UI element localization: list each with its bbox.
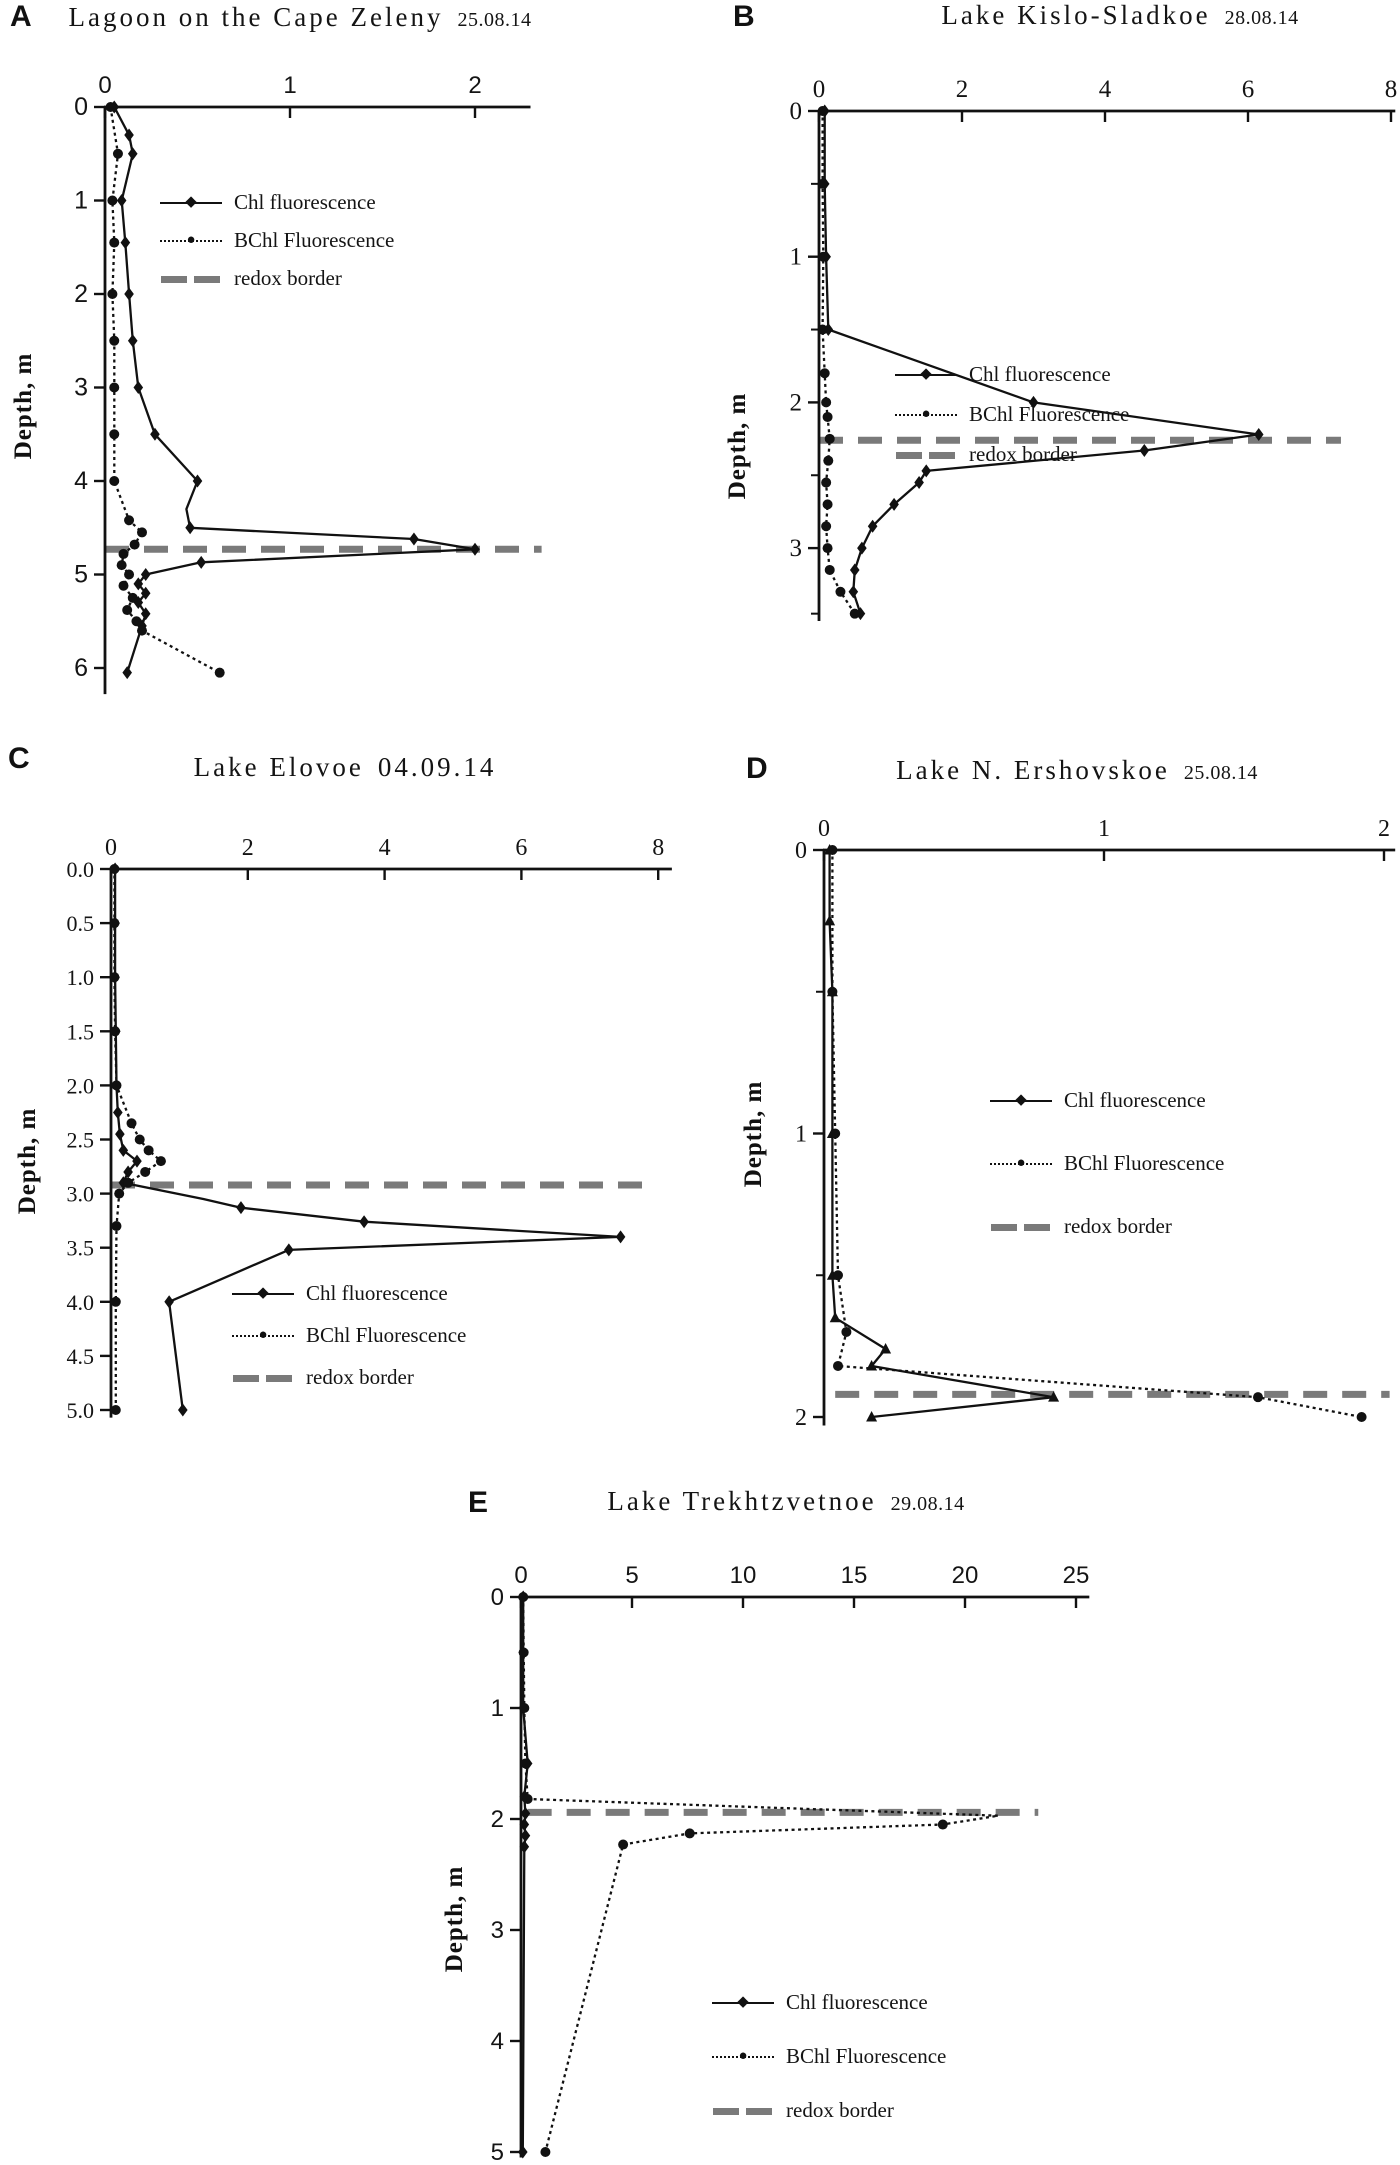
legend-panel-b (895, 362, 1129, 482)
bchl-data-marker-D (841, 1327, 851, 1337)
depth-tick-label-A: 5 (74, 560, 88, 589)
legend-label-redox: redox border (786, 2098, 894, 2122)
bchl-data-marker-A (107, 289, 117, 299)
panel-b-date: 28.08.14 (1224, 7, 1299, 29)
bchl-line-sample (990, 1156, 1052, 1172)
bchl-data-marker-C (156, 1156, 166, 1166)
depth-tick-label-A: 1 (74, 186, 88, 215)
bchl-data-marker-A (109, 238, 119, 248)
x-tick-label-B: 2 (955, 76, 969, 103)
legend-row-redox (712, 2098, 946, 2123)
panel-a-title (69, 2, 532, 33)
bchl-data-marker-A (109, 336, 119, 346)
bchl-data-marker-E (519, 1648, 529, 1658)
chl-data-marker-C (616, 1230, 626, 1243)
circle-marker-icon: ● (258, 1326, 268, 1343)
bchl-data-marker-B (850, 609, 860, 619)
depth-tick-label-C: 5.0 (66, 1398, 94, 1423)
bchl-data-marker-C (114, 1189, 124, 1199)
chl-data-marker-C (119, 1144, 129, 1157)
legend-panel-d (990, 1088, 1224, 1277)
legend-label-chl: Chl fluorescence (1064, 1088, 1206, 1112)
bchl-data-marker-D (833, 1270, 843, 1280)
bchl-data-marker-D (827, 845, 837, 855)
x-tick-label-D: 2 (1378, 816, 1390, 842)
bchl-line-sample (895, 407, 957, 423)
bchl-data-marker-A (113, 149, 123, 159)
panel-c-title (194, 752, 497, 783)
legend-panel-a (160, 190, 394, 304)
bchl-data-marker-A (124, 515, 134, 525)
bchl-data-marker-B (823, 456, 833, 466)
bchl-data-marker-B (823, 412, 833, 422)
bchl-data-marker-E (618, 1840, 628, 1850)
x-tick-label-B: 0 (812, 76, 826, 103)
bchl-data-marker-B (823, 543, 833, 553)
legend-label-redox: redox border (234, 266, 342, 290)
chl-data-marker-B (849, 585, 859, 598)
bchl-data-marker-B (818, 179, 828, 189)
legend-label-bchl: BChl Fluorescence (786, 2044, 947, 2068)
x-tick-label-E: 10 (729, 1562, 757, 1589)
bchl-data-marker-C (111, 1405, 121, 1415)
bchl-data-marker-B (835, 587, 845, 597)
depth-tick-label-A: 0 (74, 93, 88, 121)
bchl-data-marker-E (540, 2147, 550, 2157)
legend-row-chl (712, 1990, 946, 2015)
panel-c-title-text: Lake Elovoe (193, 752, 364, 782)
panel-b-title-text: Lake Kislo-Sladkoe (941, 0, 1211, 30)
depth-tick-label-C: 2.5 (66, 1127, 94, 1153)
depth-tick-label-C: 4.0 (66, 1289, 94, 1315)
chl-data-marker-A (470, 543, 480, 556)
panel-c-date: 04.09.14 (377, 752, 497, 782)
legend-row-bchl (232, 1323, 466, 1348)
depth-tick-label-E: 4 (490, 2028, 504, 2055)
depth-tick-label-E: 0 (490, 1584, 504, 1611)
chl-data-marker-C (178, 1404, 188, 1417)
bchl-data-marker-E (938, 1820, 948, 1830)
panel-letter-c: C (8, 742, 30, 775)
x-tick-label-E: 20 (951, 1562, 979, 1589)
panel-d-title-text: Lake N. Ershovskoe (896, 755, 1170, 785)
chl-data-marker-C (284, 1243, 294, 1256)
legend-row-bchl (895, 402, 1129, 427)
bchl-data-marker-A (131, 616, 141, 626)
panel-e-date: 29.08.14 (890, 1493, 965, 1515)
depth-tick-label-D: 1 (795, 1121, 807, 1148)
panel-e-title (607, 1486, 964, 1517)
chl-line-sample (895, 367, 957, 383)
bchl-data-marker-C (135, 1135, 145, 1145)
depth-tick-label-E: 1 (490, 1695, 504, 1722)
bchl-data-marker-A (137, 527, 147, 537)
bchl-data-marker-C (144, 1145, 154, 1155)
chl-data-marker-A (185, 521, 195, 534)
redox-dash-sample (160, 271, 222, 287)
bchl-data-marker-A (122, 605, 132, 615)
legend-row-chl (895, 362, 1129, 387)
panel-letter-d: D (746, 752, 768, 785)
bchl-data-marker-E (518, 1592, 528, 1602)
legend-label-redox: redox border (969, 442, 1077, 466)
depth-tick-label-C: 1.0 (66, 965, 94, 991)
chl-data-marker-B (1140, 444, 1150, 457)
circle-marker-icon: ● (921, 405, 931, 422)
depth-axis-label-b: Depth, m (724, 392, 751, 500)
legend-row-bchl (712, 2044, 946, 2069)
x-tick-label-E: 0 (514, 1562, 528, 1589)
x-tick-label-C: 0 (105, 835, 117, 861)
bchl-data-marker-A (107, 196, 117, 206)
bchl-data-marker-B (825, 565, 835, 575)
chl-series-path-E (523, 1597, 528, 2152)
diamond-marker-icon: ◆ (737, 1993, 749, 2010)
redox-dash-sample (895, 447, 957, 463)
bchl-line-sample (712, 2049, 774, 2065)
chl-data-marker-C (115, 1128, 125, 1141)
panel-a-title-text: Lagoon on the Cape Zeleny (68, 2, 444, 32)
bchl-data-marker-C (111, 1297, 121, 1307)
legend-panel-c (232, 1281, 466, 1407)
x-tick-label-E: 25 (1062, 1562, 1090, 1589)
chl-data-marker-D (830, 1312, 841, 1323)
chl-data-marker-A (134, 381, 144, 394)
bchl-data-marker-E (520, 1759, 530, 1769)
legend-row-bchl (990, 1151, 1224, 1176)
legend-panel-e (712, 1990, 946, 2152)
x-tick-label-B: 6 (1241, 76, 1255, 103)
chl-data-marker-C (164, 1295, 174, 1308)
circle-marker-icon: ● (1016, 1154, 1026, 1171)
bchl-data-marker-C (111, 1221, 121, 1231)
chl-data-marker-A (121, 236, 131, 249)
bchl-line-sample (232, 1328, 294, 1344)
chl-data-marker-D (880, 1343, 891, 1354)
bchl-data-marker-B (821, 397, 831, 407)
chl-line-sample (160, 195, 222, 211)
legend-row-redox (990, 1214, 1224, 1239)
redox-dash-sample (232, 1370, 294, 1386)
bchl-data-marker-B (820, 368, 830, 378)
bchl-data-marker-B (818, 252, 828, 262)
depth-tick-label-A: 6 (74, 654, 88, 682)
legend-label-chl: Chl fluorescence (306, 1281, 448, 1305)
panel-b-title (941, 0, 1298, 31)
depth-tick-label-D: 2 (795, 1405, 807, 1431)
bchl-data-marker-A (117, 560, 127, 570)
depth-tick-label-B: 1 (789, 243, 802, 271)
bchl-data-marker-A (215, 668, 225, 678)
bchl-data-marker-A (119, 581, 129, 591)
depth-tick-label-A: 2 (74, 280, 88, 308)
bchl-data-marker-B (825, 434, 835, 444)
x-tick-label-C: 4 (378, 835, 391, 861)
bchl-data-marker-B (818, 325, 828, 335)
depth-tick-label-C: 0.0 (66, 857, 94, 882)
bchl-data-marker-C (123, 1178, 133, 1188)
chl-data-marker-A (122, 666, 132, 679)
bchl-data-marker-C (109, 864, 119, 874)
depth-axis-label-e: Depth, m (441, 1865, 468, 1973)
bchl-data-marker-A (124, 570, 134, 580)
bchl-data-marker-C (110, 1026, 120, 1036)
bchl-data-marker-E (685, 1828, 695, 1838)
circle-marker-icon: ● (738, 2047, 748, 2064)
bchl-data-marker-C (127, 1118, 137, 1128)
chl-data-marker-A (117, 194, 127, 207)
chl-line-sample (990, 1093, 1052, 1109)
depth-tick-label-E: 3 (490, 1917, 504, 1944)
bchl-data-marker-C (109, 972, 119, 982)
chl-data-marker-A (196, 556, 206, 569)
x-tick-label-D: 0 (818, 816, 830, 842)
depth-tick-label-C: 2.0 (66, 1073, 94, 1099)
x-tick-label-B: 4 (1098, 76, 1112, 103)
chl-data-marker-C (359, 1215, 369, 1228)
bchl-data-marker-B (821, 521, 831, 531)
depth-tick-label-A: 4 (74, 467, 88, 495)
legend-row-redox (232, 1365, 466, 1390)
depth-tick-label-A: 3 (74, 373, 88, 402)
legend-row-bchl (160, 228, 394, 253)
diamond-marker-icon: ◆ (185, 193, 197, 210)
legend-label-chl: Chl fluorescence (969, 362, 1111, 386)
bchl-data-marker-C (111, 1080, 121, 1090)
bchl-data-marker-D (830, 1129, 840, 1139)
bchl-data-marker-E (523, 1794, 533, 1804)
bchl-data-marker-B (823, 499, 833, 509)
legend-label-chl: Chl fluorescence (234, 190, 376, 214)
chl-data-marker-A (124, 288, 134, 301)
chl-data-marker-A (128, 334, 138, 347)
legend-label-chl: Chl fluorescence (786, 1990, 928, 2014)
redox-dash-sample (990, 1219, 1052, 1235)
depth-axis-label-c: Depth, m (14, 1107, 41, 1215)
depth-tick-label-C: 1.5 (66, 1019, 94, 1045)
depth-tick-label-C: 3.5 (66, 1235, 94, 1261)
legend-label-bchl: BChl Fluorescence (234, 228, 395, 252)
bchl-data-marker-A (109, 476, 119, 486)
x-tick-label-A: 1 (283, 72, 297, 99)
depth-tick-label-C: 0.5 (66, 911, 94, 937)
bchl-data-marker-A (109, 383, 119, 393)
x-tick-label-D: 1 (1098, 816, 1110, 842)
x-tick-label-C: 2 (241, 835, 254, 861)
depth-tick-label-E: 2 (490, 1806, 504, 1833)
circle-marker-icon: ● (186, 231, 196, 248)
legend-label-redox: redox border (306, 1365, 414, 1389)
x-tick-label-A: 0 (98, 72, 112, 99)
depth-tick-label-C: 4.5 (66, 1343, 94, 1369)
chl-data-marker-A (409, 532, 419, 545)
bchl-data-marker-B (821, 478, 831, 488)
x-tick-label-A: 2 (468, 72, 482, 99)
bchl-data-marker-C (140, 1167, 150, 1177)
panel-d-date: 25.08.14 (1183, 762, 1258, 784)
chl-data-marker-B (850, 563, 860, 576)
chl-data-marker-E (518, 2146, 528, 2159)
panel-letter-e: E (468, 1486, 489, 1519)
x-tick-label-B: 8 (1384, 76, 1398, 103)
depth-tick-label-B: 3 (789, 535, 802, 563)
redox-dash-sample (712, 2103, 774, 2119)
depth-axis-label-a: Depth, m (10, 352, 37, 460)
bchl-data-marker-A (106, 102, 116, 112)
panel-letter-b: B (733, 0, 755, 33)
panel-d-title (896, 755, 1258, 786)
diamond-marker-icon: ◆ (257, 1284, 269, 1301)
panel-e-title-text: Lake Trekhtzvetnoe (607, 1486, 877, 1516)
legend-row-redox (895, 442, 1129, 467)
depth-tick-label-D: 0 (795, 838, 807, 864)
legend-row-chl (990, 1088, 1224, 1113)
depth-tick-label-C: 3.0 (66, 1181, 94, 1207)
bchl-data-marker-A (119, 549, 129, 559)
depth-tick-label-B: 2 (789, 389, 802, 417)
legend-row-chl (232, 1281, 466, 1306)
x-tick-label-E: 15 (840, 1562, 868, 1589)
bchl-data-marker-A (128, 593, 138, 603)
chl-data-marker-A (128, 147, 138, 160)
panel-a-date: 25.08.14 (457, 9, 532, 31)
bchl-data-marker-C (109, 918, 119, 928)
chl-data-marker-C (113, 1106, 123, 1119)
chl-data-marker-C (236, 1201, 246, 1214)
panel-letter-a: A (10, 0, 32, 33)
bchl-data-marker-D (833, 1361, 843, 1371)
chl-line-sample (232, 1286, 294, 1302)
bchl-data-marker-A (130, 540, 140, 550)
legend-label-bchl: BChl Fluorescence (1064, 1151, 1225, 1175)
x-tick-label-C: 8 (652, 835, 665, 861)
bchl-data-marker-E (519, 1703, 529, 1713)
x-tick-label-C: 6 (515, 835, 528, 861)
chl-line-sample (712, 1995, 774, 2011)
legend-label-bchl: BChl Fluorescence (969, 402, 1130, 426)
legend-row-chl (160, 190, 394, 215)
bchl-data-marker-A (137, 626, 147, 636)
diamond-marker-icon: ◆ (920, 365, 932, 382)
bchl-data-marker-D (827, 987, 837, 997)
x-tick-label-E: 5 (625, 1562, 639, 1589)
diamond-marker-icon: ◆ (1015, 1091, 1027, 1108)
legend-label-bchl: BChl Fluorescence (306, 1323, 467, 1347)
bchl-line-sample (160, 233, 222, 249)
legend-row-redox (160, 266, 394, 291)
depth-tick-label-E: 5 (490, 2139, 504, 2165)
bchl-data-marker-D (1357, 1412, 1367, 1422)
bchl-data-marker-D (1253, 1392, 1263, 1402)
depth-axis-label-d: Depth, m (740, 1080, 767, 1188)
depth-tick-label-B: 0 (789, 98, 802, 125)
legend-label-redox: redox border (1064, 1214, 1172, 1238)
bchl-data-marker-B (818, 106, 828, 116)
bchl-data-marker-A (109, 429, 119, 439)
